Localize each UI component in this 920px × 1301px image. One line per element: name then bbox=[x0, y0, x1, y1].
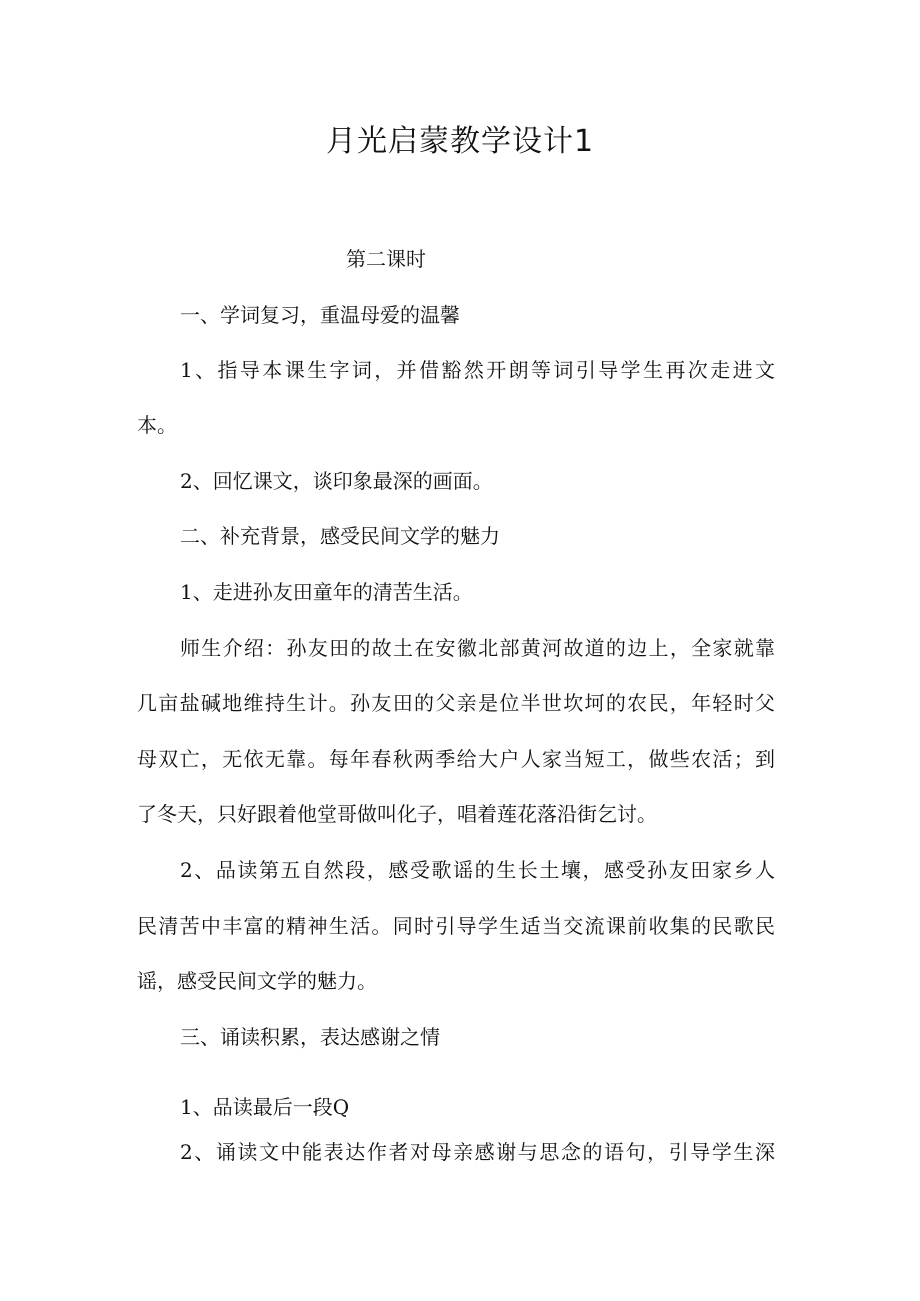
paragraph-line: 几亩盐碱地维持生计。孙友田的父亲是位半世坎坷的农民，年轻时父 bbox=[137, 691, 775, 715]
section-heading-3: 三、诵读积累，表达感谢之情 bbox=[180, 1025, 440, 1049]
paragraph-line: 母双亡，无依无靠。每年春秋两季给大户人家当短工，做些农活；到 bbox=[137, 747, 775, 771]
paragraph-line: 1、品读最后一段Q bbox=[180, 1095, 350, 1119]
document-title: 月光启蒙教学设计1 bbox=[325, 124, 595, 159]
paragraph-line: 谣，感受民间文学的魅力。 bbox=[137, 969, 377, 993]
paragraph-line: 2、回忆课文，谈印象最深的画面。 bbox=[180, 469, 493, 493]
paragraph-line: 民清苦中丰富的精神生活。同时引导学生适当交流课前收集的民歌民 bbox=[137, 914, 775, 938]
section-heading-2: 二、补充背景，感受民间文学的魅力 bbox=[180, 524, 500, 548]
paragraph-line: 了冬天，只好跟着他堂哥做叫化子，唱着莲花落沿街乞讨。 bbox=[137, 802, 657, 826]
paragraph-line: 师生介绍：孙友田的故土在安徽北部黄河故道的边上，全家就靠 bbox=[180, 636, 775, 660]
paragraph-line: 本。 bbox=[137, 413, 177, 437]
paragraph-line: 1、指导本课生字词，并借豁然开朗等词引导学生再次走进文 bbox=[180, 358, 775, 382]
section-heading-1: 一、学词复习，重温母爱的温馨 bbox=[180, 303, 460, 327]
paragraph-line: 2、诵读文中能表达作者对母亲感谢与思念的语句，引导学生深 bbox=[180, 1140, 775, 1164]
paragraph-line: 1、走进孙友田童年的清苦生活。 bbox=[180, 580, 473, 604]
paragraph-line: 2、品读第五自然段，感受歌谣的生长土壤，感受孙友田家乡人 bbox=[180, 858, 775, 882]
lesson-subtitle: 第二课时 bbox=[346, 247, 426, 271]
